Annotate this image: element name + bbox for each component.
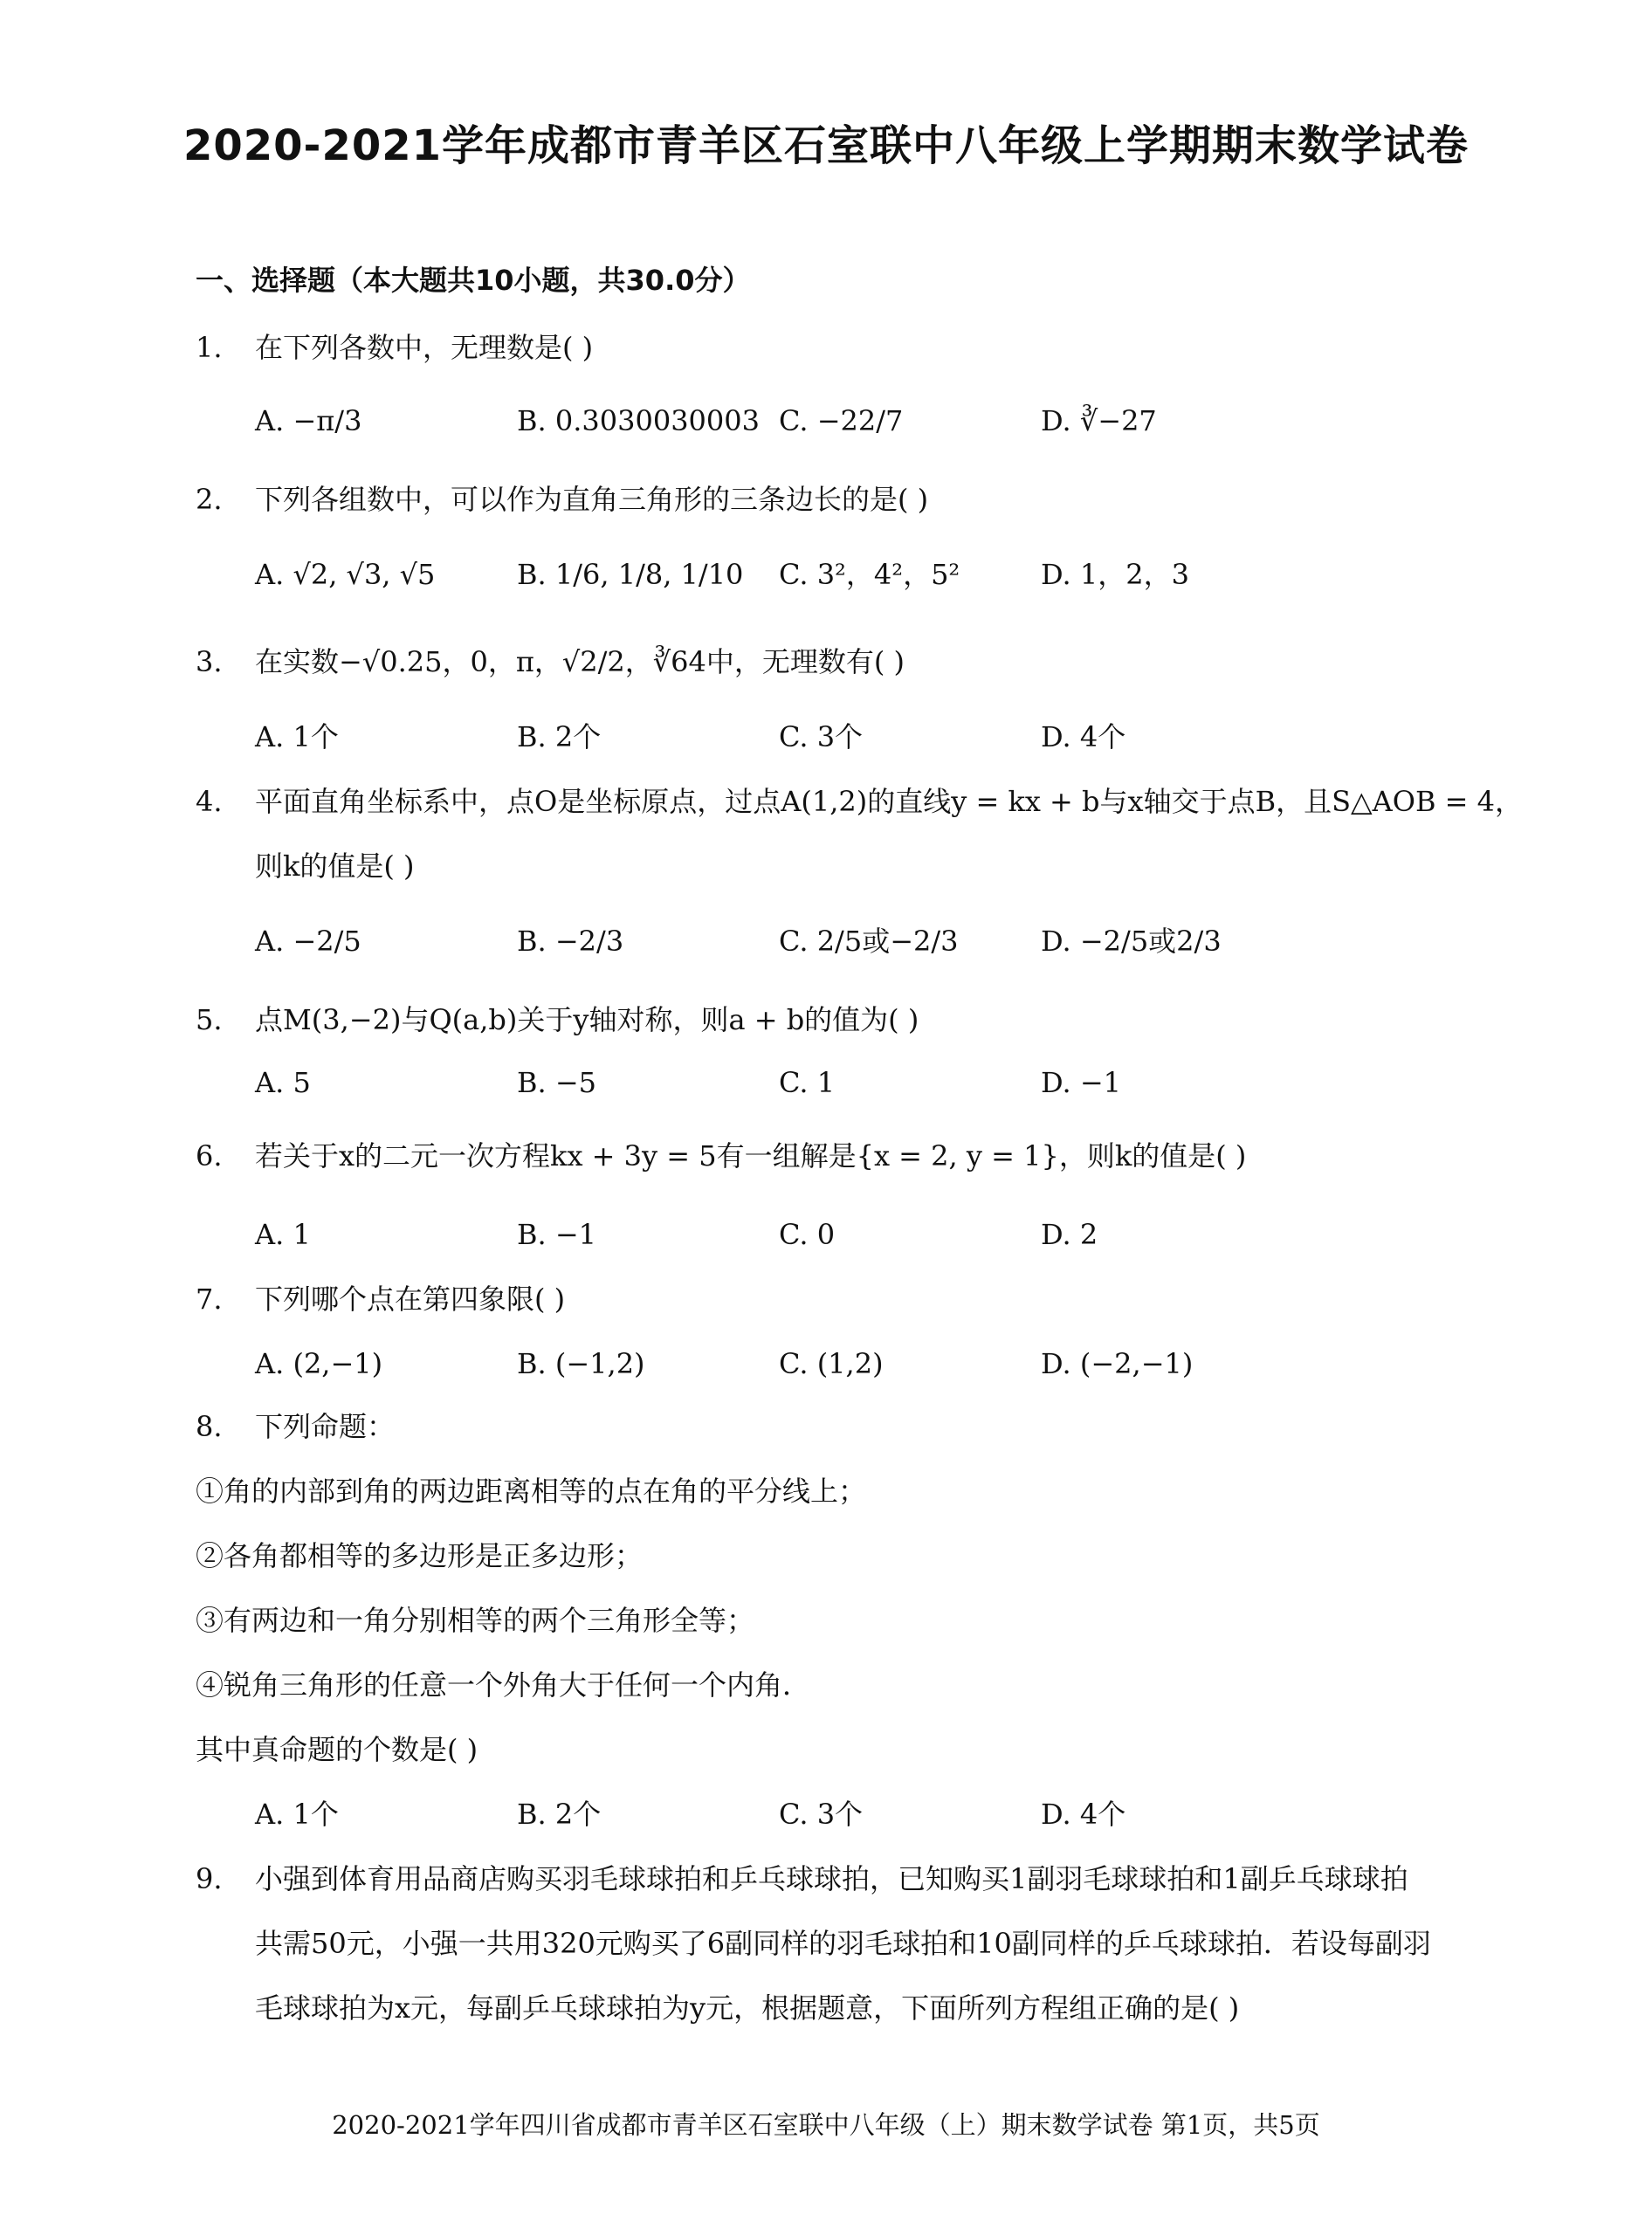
option-c: C. 2/5或−2/3 [779, 925, 959, 958]
option-b: B. 2个 [517, 1798, 602, 1831]
question-text: 则k的值是( ) [255, 849, 415, 883]
option-d: D. 1，2，3 [1041, 558, 1189, 591]
option-d: D. 4个 [1041, 720, 1126, 753]
question-number: 1. [196, 331, 223, 364]
option-d: D. ∛−27 [1041, 404, 1157, 437]
option-d: D. 2 [1041, 1218, 1098, 1251]
option-d: D. −2/5或2/3 [1041, 925, 1222, 958]
option-c: C. 0 [779, 1218, 836, 1251]
option-d: D. 4个 [1041, 1798, 1126, 1831]
question-text: 在下列各数中，无理数是( ) [255, 331, 594, 364]
statement-item: ③有两边和一角分别相等的两个三角形全等； [196, 1604, 755, 1637]
option-c: C. 3个 [779, 1798, 864, 1831]
option-a: A. 5 [255, 1066, 311, 1099]
question-number: 2. [196, 483, 223, 516]
option-b: B. 1/6, 1/8, 1/10 [517, 558, 744, 591]
option-c: C. (1,2) [779, 1347, 884, 1380]
option-b: B. −2/3 [517, 925, 624, 958]
option-a: A. −2/5 [255, 925, 361, 958]
option-c: C. 1 [779, 1066, 836, 1099]
statement-item: ②各角都相等的多边形是正多边形； [196, 1539, 644, 1572]
question-number: 7. [196, 1283, 223, 1316]
page-footer: 2020-2021学年四川省成都市青羊区石室联中八年级（上）期末数学试卷 第1页，共5页 [332, 2110, 1320, 2140]
question-text: 下列命题： [255, 1410, 396, 1443]
option-a: A. −π/3 [255, 404, 362, 437]
question-text: 共需50元，小强一共用320元购买了6副同样的羽毛球拍和10副同样的乒乓球球拍．若设每副羽 [255, 1927, 1431, 1960]
question-number: 8. [196, 1410, 223, 1443]
option-c: C. −22/7 [779, 404, 904, 437]
option-a: A. 1个 [255, 1798, 339, 1831]
question-text: 毛球球拍为x元，每副乒乓球球拍为y元，根据题意，下面所列方程组正确的是( ) [255, 1991, 1240, 2025]
option-c: C. 3个 [779, 720, 864, 753]
page-title: 2020-2021学年成都市青羊区石室联中八年级上学期期末数学试卷 [182, 121, 1470, 170]
option-c: C. 3²，4²，5² [779, 558, 960, 591]
section-heading: 一、选择题（本大题共10小题，共30.0分） [196, 264, 751, 297]
option-b: B. (−1,2) [517, 1347, 645, 1380]
question-text: 若关于x的二元一次方程kx + 3y = 5有一组解是{x = 2, y = 1}，则k的值是( ) [255, 1139, 1247, 1173]
option-b: B. 2个 [517, 720, 602, 753]
statement-item: ①角的内部到角的两边距离相等的点在角的平分线上； [196, 1475, 867, 1508]
option-a: A. (2,−1) [255, 1347, 383, 1380]
option-a: A. 1个 [255, 720, 339, 753]
option-b: B. −1 [517, 1218, 597, 1251]
question-text: 下列各组数中，可以作为直角三角形的三条边长的是( ) [255, 483, 929, 516]
statement-item: ④锐角三角形的任意一个外角大于任何一个内角． [196, 1668, 811, 1702]
question-number: 3. [196, 645, 223, 678]
option-b: B. 0.3030030003 [517, 404, 760, 437]
option-d: D. (−2,−1) [1041, 1347, 1194, 1380]
question-text: 平面直角坐标系中，点O是坐标原点，过点A(1,2)的直线y = kx + b与x轴交于点B，且S△AOB = 4， [255, 785, 1523, 818]
option-a: A. 1 [255, 1218, 311, 1251]
question-number: 5. [196, 1003, 223, 1036]
option-a: A. √2, √3, √5 [255, 558, 436, 591]
question-number: 6. [196, 1139, 223, 1173]
question-text: 下列哪个点在第四象限( ) [255, 1283, 566, 1316]
question-text: 点M(3,−2)与Q(a,b)关于y轴对称，则a + b的值为( ) [255, 1003, 919, 1036]
question-prompt: 其中真命题的个数是( ) [196, 1733, 478, 1766]
question-number: 4. [196, 785, 223, 818]
option-d: D. −1 [1041, 1066, 1122, 1099]
question-number: 9. [196, 1862, 223, 1895]
question-text: 在实数−√0.25，0，π，√2/2，∛64中，无理数有( ) [255, 645, 905, 678]
option-b: B. −5 [517, 1066, 597, 1099]
question-text: 小强到体育用品商店购买羽毛球球拍和乒乓球球拍，已知购买1副羽毛球球拍和1副乒乓球球拍 [255, 1862, 1408, 1895]
